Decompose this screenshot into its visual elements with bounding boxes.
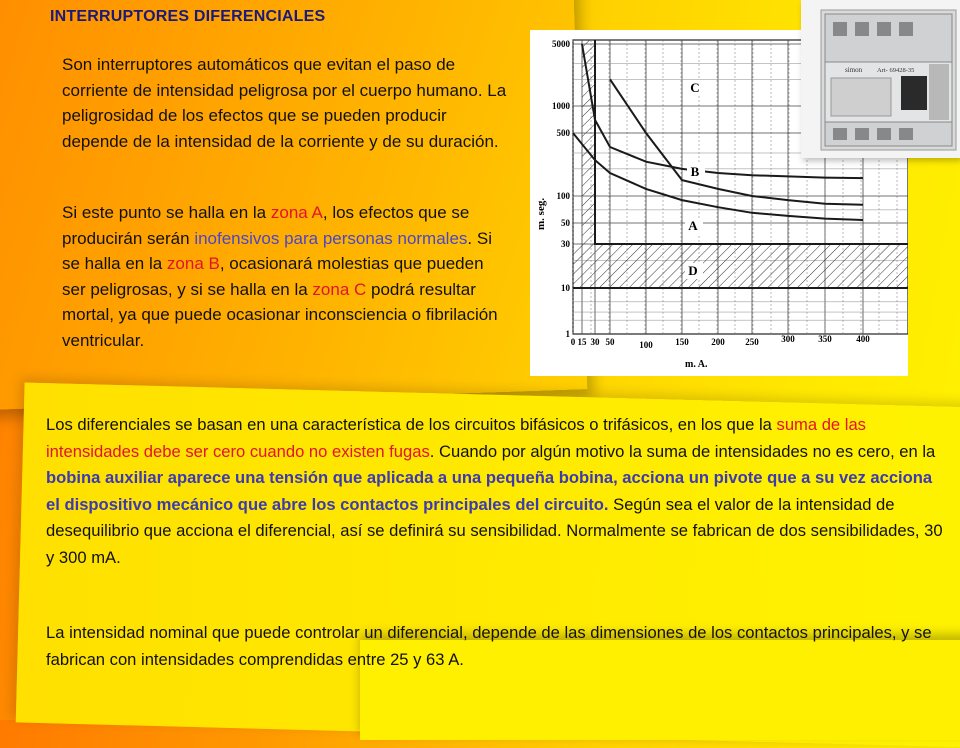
x-tick-label: 100 [639, 340, 653, 350]
x-tick-label: 350 [818, 334, 832, 344]
y-tick-label: 1000 [552, 101, 570, 111]
x-tick-label: 0 [570, 337, 576, 347]
zones-text-3: . Si se halla en la [62, 228, 492, 273]
device-brand: simon [845, 66, 863, 74]
zone-a-text: zona A [270, 203, 323, 222]
zone-d-region [573, 244, 908, 288]
operation-paragraph [46, 412, 946, 571]
zone-c-text: zona C [312, 279, 367, 299]
zone-b-text: zona B [166, 254, 220, 273]
x-tick-label: 250 [745, 337, 759, 347]
zone-label-a: A [688, 218, 698, 233]
zone-label-c: C [690, 80, 700, 95]
coil-text: bobina auxiliar aparece una tensión que aplicada a una pequeña bobina, acciona un pivote que a su vez acciona el dispositivo mecánico que abre los contactos principales del circuito. [46, 468, 933, 514]
x-tick-label: 300 [781, 334, 795, 344]
y-tick-label: 500 [556, 128, 570, 138]
zones-paragraph [62, 200, 502, 353]
zones-text-4: , ocasionará molestias que pueden ser peligrosas, y si se halla en la [62, 254, 484, 299]
zone-label-d: D [688, 263, 698, 278]
y-tick-label: 1 [565, 329, 570, 339]
x-tick-label: 200 [711, 337, 725, 347]
y-tick-label: 10 [561, 283, 570, 293]
intro-paragraph: Son interruptores automáticos que evitan el paso de corriente de intensidad peligrosa por el cuerpo humano. La peligrosidad de los efectos que se pueden producir depende de la intensidad de la corriente y de su duración. [62, 55, 507, 151]
zones-text-2: , los efectos que se producirán serán [62, 203, 470, 248]
y-tick-label: 5000 [552, 39, 570, 49]
y-tick-label: 100 [556, 191, 570, 201]
slide-title: INTERRUPTORES DIFERENCIALES [50, 8, 326, 25]
operation-text-1: Los diferenciales se basan en una característica de los circuitos bifásicos o trifásicos, en los que la [46, 415, 777, 434]
x-tick-label: 15 [577, 337, 587, 347]
x-tick-label: 150 [675, 337, 689, 347]
x-axis-label: m. A. [685, 359, 708, 370]
operation-text-3: Según sea el valor de la intensidad de desequilibrio que acciona el diferencial, así se definirá su sensibilidad. Normalmente se fabrican de dos sensibilidades, 30 y 300 mA. [46, 494, 943, 567]
hatched-strip [582, 40, 595, 244]
x-tick-label: 400 [856, 334, 870, 344]
x-tick-label: 30 [590, 337, 600, 347]
device-model: Art- 69428-35 [877, 67, 915, 74]
x-tick-label: 50 [605, 337, 615, 347]
y-tick-label: 30 [561, 239, 570, 249]
harmless-text: inofensivos para personas normales [194, 228, 468, 248]
x-tick-labels [571, 334, 871, 350]
nominal-current-paragraph: La intensidad nominal que puede controlar un diferencial, depende de las dimensiones de los contactos principales, y se fabrican con intensidades comprendidas entre 25 y 63 A. [46, 623, 932, 669]
y-tick-label: 50 [561, 218, 570, 228]
y-tick-labels [552, 39, 571, 339]
zone-label-b: B [690, 164, 700, 179]
device-drawing [801, 0, 960, 158]
zones-text-1: Si este punto se halla en la [62, 203, 271, 222]
zones-text-5: podrá resultar mortal, ya que puede ocasionar inconsciencia o fibrilación ventricular. [62, 279, 498, 350]
y-axis-label: m. seg. [535, 197, 547, 230]
differential-switch-photo [801, 0, 960, 158]
device-lever [901, 76, 927, 110]
sum-zero-text: suma de las intensidades debe ser cero cuando no existen fugas [46, 415, 866, 461]
operation-text-2: . Cuando por algún motivo la suma de intensidades no es cero, en la [429, 441, 936, 461]
